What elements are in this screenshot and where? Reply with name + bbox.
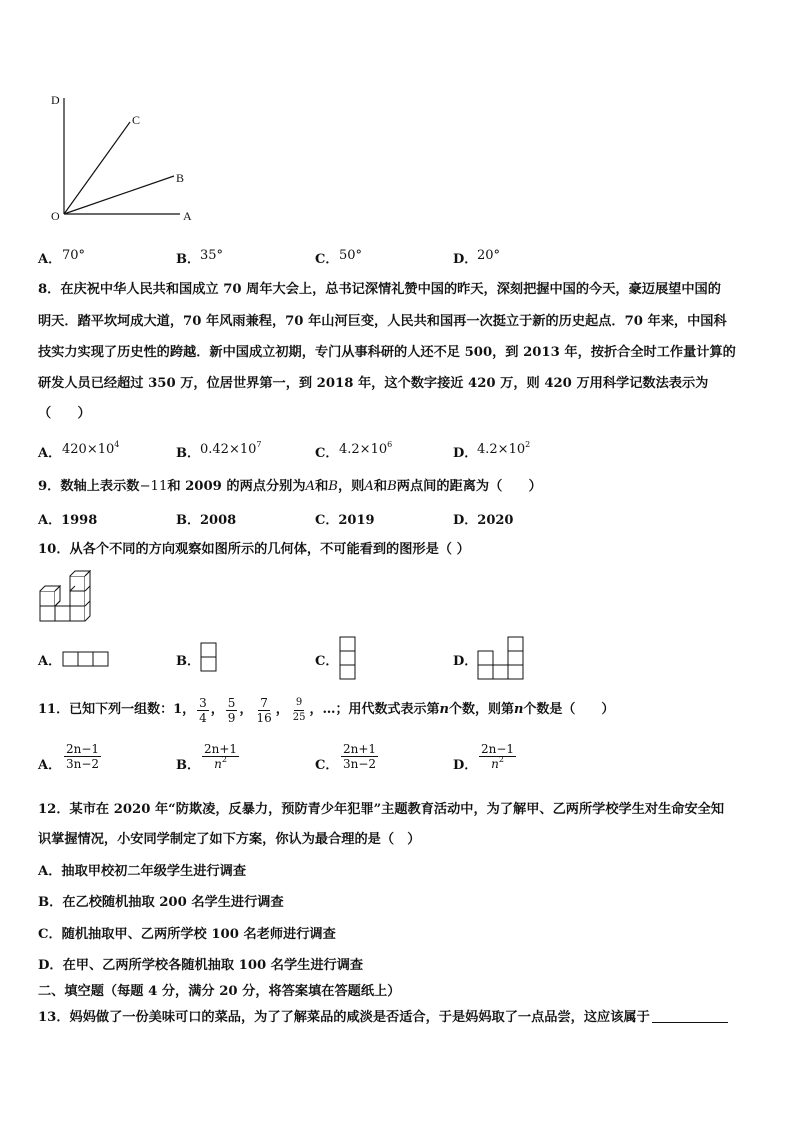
q11-frac-3: $\frac{7}{16}$	[256, 695, 272, 725]
q10-solid-figure	[38, 568, 98, 624]
q10-option-d-letter: D．	[453, 654, 478, 669]
q10-option-b-figure	[200, 638, 220, 674]
q12-line-2: 识掌握情况，小安同学制定了如下方案，你认为最合理的是（ ）	[38, 832, 421, 847]
q11-frac-1: $\frac{3}{4}$	[199, 695, 207, 725]
q8-line-1: 8．在庆祝中华人民共和国成立 70 周年大会上，总书记深情礼赞中国的昨天，深刻把握中国的今天，豪迈展望中国的	[38, 282, 721, 297]
q11-option-d: $\frac{2n-1}{n^2}$	[481, 742, 515, 771]
q7-option-b-letter: B．	[176, 252, 200, 267]
q8-line-2: 明天．踏平坎坷成大道，70 年风雨兼程，70 年山河巨变，人民共和国再一次挺立于新的历史起点．70 年来，中国科	[38, 314, 727, 329]
q10-option-a-letter: A．	[38, 654, 62, 669]
q11-stem: 11．已知下列一组数：1， $\frac{3}{4}$ ， $\frac{5}{9}$ ， $\frac{7}{16}$ ， $\frac{9}{25}$ ，…；用代数式表示第 n 个数，则第 n 个数是（ ）	[38, 695, 615, 725]
angle-figure	[46, 90, 206, 230]
q7-option-c: 50°	[339, 248, 363, 263]
ray-ob	[64, 176, 174, 214]
section-heading: 二、填空题（每题 4 分，满分 20 分，将答案填在答题纸上）	[38, 984, 401, 999]
q7-option-b: 35°	[200, 248, 224, 263]
q12-option-b: B．在乙校随机抽取 200 名学生进行调查	[38, 895, 284, 910]
q8-line-3: 技实力实现了历史性的跨越．新中国成立初期，专门从事科研的人还不足 500，到 2013 年，按折合全时工作量计算的	[38, 345, 736, 360]
q11-frac-4: $\frac{9}{25}$	[292, 696, 306, 723]
q9-option-a: 1998	[61, 513, 98, 528]
q10-options	[38, 636, 538, 686]
q10-option-b-letter: B．	[176, 654, 200, 669]
q12-option-a: A．抽取甲校初二年级学生进行调查	[38, 864, 247, 879]
q9-option-b: 2008	[200, 513, 237, 528]
q12-option-c: C．随机抽取甲、乙两所学校 100 名老师进行调查	[38, 927, 336, 942]
q11-option-c: $\frac{2n+1}{3n-2}$	[343, 742, 377, 771]
q12-option-d: D．在甲、乙两所学校各随机抽取 100 名学生进行调查	[38, 958, 364, 973]
q10-option-c-letter: C．	[315, 654, 339, 669]
q10-option-a-figure	[62, 650, 112, 668]
q13-stem: 13．妈妈做了一份美味可口的菜品，为了了解菜品的咸淡是否适合，于是妈妈取了一点品尝，这应该属于	[38, 1008, 778, 1028]
q10-option-c-figure	[339, 636, 359, 684]
q11-options: A． $\frac{2n-1}{3n-2}$ B． $\frac{2n+1}{n^2}$ C． $\frac{2n+1}{3n-2}$ D． $\frac{2n-1}{n^2}$	[38, 742, 515, 773]
label-d: D	[51, 93, 60, 107]
q8-option-c-letter: C．	[315, 446, 339, 461]
q7-option-a: 70°	[62, 248, 86, 263]
q13-answer-blank[interactable]	[652, 1008, 728, 1023]
q9-option-c: 2019	[338, 513, 375, 528]
q8-option-d: $4.2\times 10^2$	[477, 440, 531, 457]
q8-option-a-letter: A．	[38, 446, 62, 461]
label-o: O	[51, 209, 60, 223]
q8-option-d-letter: D．	[453, 446, 478, 461]
label-a: A	[183, 209, 192, 223]
q10-option-d-figure	[477, 636, 529, 684]
q8-line-5: （ ）	[38, 406, 91, 421]
label-c: C	[132, 113, 141, 127]
label-b: B	[176, 171, 185, 185]
q8-option-c: $4.2\times 10^6$	[339, 440, 393, 457]
q12-line-1: 12．某市在 2020 年“防欺凌，反暴力，预防青少年犯罪”主题教育活动中，为了解甲、乙两所学校学生对生命安全知	[38, 802, 725, 817]
q9-stem: 9．数轴上表示数−11和 2009 的两点分别为A和B，则A和B两点间的距离为（ ）	[38, 479, 542, 494]
q7-option-c-letter: C．	[315, 252, 339, 267]
q7-option-a-letter: A．	[38, 252, 62, 267]
q8-option-b-letter: B．	[176, 446, 200, 461]
q8-line-4: 研发人员已经超过 350 万，位居世界第一，到 2018 年，这个数字接近 420 万，则 420 万用科学记数法表示为	[38, 376, 709, 391]
q11-option-a: $\frac{2n-1}{3n-2}$	[66, 742, 100, 771]
ray-oc	[64, 122, 130, 214]
q9-option-d: 2020	[477, 513, 514, 528]
q8-option-a: $420\times 10^4$	[62, 440, 120, 457]
q7-option-d: 20°	[477, 248, 501, 263]
q8-option-b: $0.42\times 10^7$	[200, 440, 262, 457]
q10-stem: 10．从各个不同的方向观察如图所示的几何体，不可能看到的图形是（ ）	[38, 542, 470, 557]
q11-option-b: $\frac{2n+1}{n^2}$	[204, 742, 238, 771]
q7-option-d-letter: D．	[453, 252, 478, 267]
q11-frac-2: $\frac{5}{9}$	[227, 695, 236, 725]
